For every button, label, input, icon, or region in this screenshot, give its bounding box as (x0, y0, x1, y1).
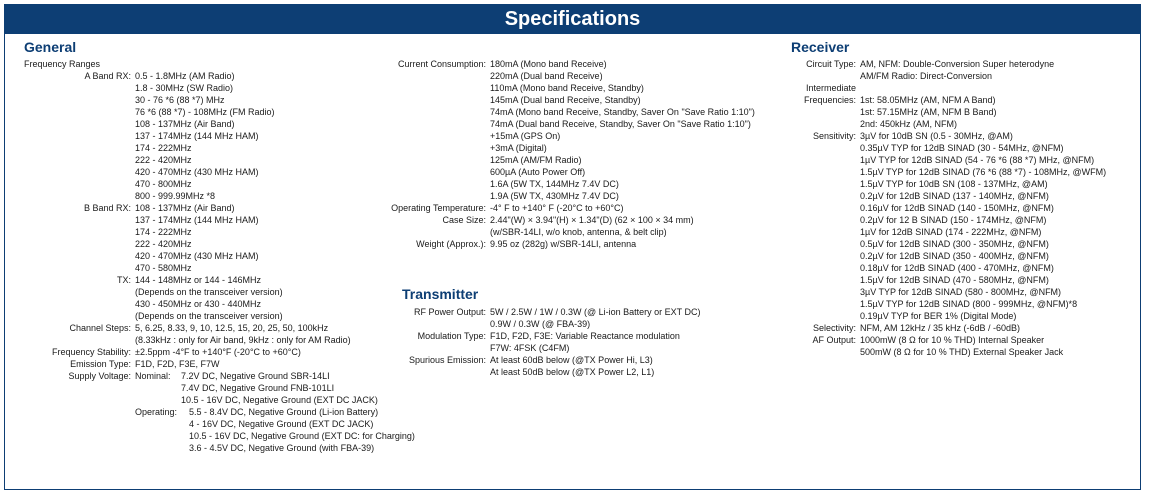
spec-label: Channel Steps: (69, 323, 131, 333)
spec-value: At least 60dB below (@TX Power Hi, L3) (490, 355, 653, 365)
spec-value: 600µA (Auto Power Off) (490, 167, 586, 177)
spec-value: 2.44"(W) × 3.94"(H) × 1.34"(D) (62 × 100 × 34 mm) (490, 215, 694, 225)
spec-value: 144 - 148MHz or 144 - 146MHz (135, 275, 262, 285)
spec-value: 0.5µV for 12dB SINAD (300 - 350MHz, @NFM) (860, 239, 1049, 249)
transmitter-heading: Transmitter (402, 286, 479, 302)
spec-value: ±2.5ppm -4°F to +140°F (-20°C to +60°C) (135, 347, 301, 357)
spec-label: Modulation Type: (417, 331, 486, 341)
spec-value: 137 - 174MHz (144 MHz HAM) (135, 131, 259, 141)
spec-label: Intermediate (805, 83, 856, 93)
spec-value: 137 - 174MHz (144 MHz HAM) (135, 215, 259, 225)
spec-value: (Depends on the transceiver version) (135, 311, 283, 321)
spec-value: 220mA (Dual band Receive) (490, 71, 603, 81)
spec-label: Spurious Emission: (408, 355, 486, 365)
spec-value: F1D, F2D, F3E: Variable Reactance modulation (490, 331, 680, 341)
spec-value: 74mA (Dual band Receive, Standby, Saver On "Save Ratio 1:10") (490, 119, 751, 129)
spec-value: 174 - 222MHz (135, 227, 192, 237)
spec-value: AM, NFM: Double-Conversion Super heterodyne (860, 59, 1055, 69)
spec-value: 420 - 470MHz (430 MHz HAM) (135, 167, 259, 177)
spec-label: Current Consumption: (397, 59, 486, 69)
spec-value: 5W / 2.5W / 1W / 0.3W (@ Li-ion Battery or EXT DC) (490, 307, 701, 317)
spec-label: Frequencies: (803, 95, 856, 105)
spec-value: 180mA (Mono band Receive) (490, 59, 607, 69)
spec-row-circuit-type (0, 58, 1106, 82)
nominal-label: Nominal: (135, 371, 171, 381)
spec-label: Operating Temperature: (391, 203, 486, 213)
spec-value: F1D, F2D, F3E, F7W (135, 359, 220, 369)
spec-value: 76 *6 (88 *7) - 108MHz (FM Radio) (135, 107, 275, 117)
spec-value: 1000mW (8 Ω for 10 % THD) Internal Speaker (860, 335, 1045, 345)
spec-value: 222 - 420MHz (135, 239, 192, 249)
general-heading: General (24, 39, 77, 55)
spec-value: 1st: 57.15MHz (AM, NFM B Band) (860, 107, 997, 117)
spec-value: NFM, AM 12kHz / 35 kHz (-6dB / -60dB) (860, 323, 1021, 333)
spec-value: 7.2V DC, Negative Ground SBR-14LI (181, 371, 330, 381)
spec-value: 1.5µV TYP for 10dB SN (108 - 137MHz, @AM) (860, 179, 1048, 189)
spec-value: 3.6 - 4.5V DC, Negative Ground (with FBA-39) (189, 443, 375, 453)
spec-row-supply-voltage (24, 370, 415, 454)
page-title: Specifications (4, 4, 1141, 34)
spec-label: Selectivity: (812, 323, 856, 333)
spec-value: 30 - 76 *6 (88 *7) MHz (135, 95, 225, 105)
spec-value: 0.35µV TYP for 12dB SINAD (30 - 54MHz, @NFM) (860, 143, 1064, 153)
spec-row-intermediate (0, 82, 1106, 94)
spec-label: Weight (Approx.): (416, 239, 486, 249)
spec-value: 470 - 580MHz (135, 263, 192, 273)
spec-value: 174 - 222MHz (135, 143, 192, 153)
spec-value: 4 - 16V DC, Negative Ground (EXT DC JACK) (189, 419, 374, 429)
spec-label: RF Power Output: (413, 307, 486, 317)
spec-value: 0.19µV TYP for BER 1% (Digital Mode) (860, 311, 1017, 321)
receiver-heading: Receiver (791, 39, 850, 55)
spec-value: 1st: 58.05MHz (AM, NFM A Band) (860, 95, 996, 105)
spec-value: 0.9W / 0.3W (@ FBA-39) (490, 319, 591, 329)
operating-label: Operating: (135, 407, 178, 417)
spec-value: 125mA (AM/FM Radio) (490, 155, 582, 165)
spec-value: 108 - 137MHz (Air Band) (135, 203, 235, 213)
spec-value: +3mA (Digital) (490, 143, 547, 153)
spec-value: 108 - 137MHz (Air Band) (135, 119, 235, 129)
spec-value: (Depends on the transceiver version) (135, 287, 283, 297)
spec-value: 1.5µV TYP for 12dB SINAD (76 *6 (88 *7) - 108MHz, @WFM) (860, 167, 1107, 177)
spec-value: 1.5µV for 12dB SINAD (470 - 580MHz, @NFM) (860, 275, 1049, 285)
spec-value: 1.6A (5W TX, 144MHz 7.4V DC) (490, 179, 619, 189)
spec-value: 10.5 - 16V DC, Negative Ground (EXT DC: for Charging) (189, 431, 415, 441)
spec-value: 2nd: 450kHz (AM, NFM) (860, 119, 958, 129)
spec-label: TX: (116, 275, 131, 285)
spec-value: (8.33kHz : only for Air band, 9kHz : only for AM Radio) (135, 335, 351, 345)
spec-value: 0.2µV for 12dB SINAD (137 - 140MHz, @NFM) (860, 191, 1049, 201)
spec-value: +15mA (GPS On) (490, 131, 561, 141)
spec-value: 145mA (Dual band Receive, Standby) (490, 95, 641, 105)
spec-row-af-output (0, 334, 1106, 358)
spec-label: Case Size: (442, 215, 486, 225)
spec-value: 420 - 470MHz (430 MHz HAM) (135, 251, 259, 261)
spec-row-selectivity (0, 322, 1106, 334)
spec-value: 74mA (Mono band Receive, Standby, Saver On "Save Ratio 1:10") (490, 107, 755, 117)
spec-value: 7.4V DC, Negative Ground FNB-101LI (181, 383, 335, 393)
spec-value: 1.8 - 30MHz (SW Radio) (135, 83, 234, 93)
spec-value: 800 - 999.99MHz *8 (135, 191, 216, 201)
spec-value: 222 - 420MHz (135, 155, 192, 165)
spec-value: 3µV TYP for 12dB SINAD (580 - 800MHz, @NFM) (860, 287, 1062, 297)
spec-value: -4° F to +140° F (-20°C to +60°C) (490, 203, 624, 213)
spec-value: (w/SBR-14LI, w/o knob, antenna, & belt clip) (490, 227, 667, 237)
spec-value: 110mA (Mono band Receive, Standby) (490, 83, 644, 93)
spec-label: AF Output: (812, 335, 856, 345)
spec-value: 0.2µV for 12 B SINAD (150 - 174MHz, @NFM) (860, 215, 1047, 225)
spec-value: 5.5 - 8.4V DC, Negative Ground (Li-ion Battery) (189, 407, 379, 417)
spec-value: AM/FM Radio: Direct-Conversion (860, 71, 993, 81)
spec-value: 3µV for 10dB SN (0.5 - 30MHz, @AM) (860, 131, 1013, 141)
frequency-ranges-heading: Frequency Ranges (24, 59, 101, 69)
spec-label: Supply Voltage: (68, 371, 131, 381)
spec-value: 0.5 - 1.8MHz (AM Radio) (135, 71, 235, 81)
spec-value: 1.5µV TYP for 12dB SINAD (800 - 999MHz, @NFM)*8 (860, 299, 1078, 309)
spec-value: 430 - 450MHz or 430 - 440MHz (135, 299, 262, 309)
spec-label: B Band RX: (83, 203, 131, 213)
spec-value: 1µV for 12dB SINAD (174 - 222MHz, @NFM) (860, 227, 1042, 237)
spec-row-sensitivity (0, 130, 1106, 322)
spec-value: 0.16µV for 12dB SINAD (140 - 150MHz, @NFM) (860, 203, 1054, 213)
spec-value: 1µV TYP for 12dB SINAD (54 - 76 *6 (88 *7) MHz, @NFM) (860, 155, 1095, 165)
spec-row-frequencies (0, 94, 1106, 130)
spec-label: Frequency Stability: (51, 347, 131, 357)
spec-value: 10.5 - 16V DC, Negative Ground (EXT DC JACK) (181, 395, 378, 405)
spec-value: At least 50dB below (@TX Power L2, L1) (490, 367, 655, 377)
spec-value: 9.95 oz (282g) w/SBR-14LI, antenna (490, 239, 637, 249)
spec-value: 5, 6.25, 8.33, 9, 10, 12.5, 15, 20, 25, 50, 100kHz (135, 323, 329, 333)
spec-value: F7W: 4FSK (C4FM) (490, 343, 570, 353)
spec-label: Circuit Type: (806, 59, 856, 69)
receiver-section (0, 58, 1106, 358)
spec-value: 500mW (8 Ω for 10 % THD) External Speaker Jack (860, 347, 1064, 357)
spec-value: 1.9A (5W TX, 430MHz 7.4V DC) (490, 191, 619, 201)
spec-label: Sensitivity: (812, 131, 856, 141)
spec-value: 0.2µV for 12dB SINAD (350 - 400MHz, @NFM) (860, 251, 1049, 261)
spec-label: A Band RX: (84, 71, 131, 81)
spec-label: Emission Type: (70, 359, 131, 369)
spec-value: 0.18µV for 12dB SINAD (400 - 470MHz, @NFM) (860, 263, 1054, 273)
spec-value: 470 - 800MHz (135, 179, 192, 189)
